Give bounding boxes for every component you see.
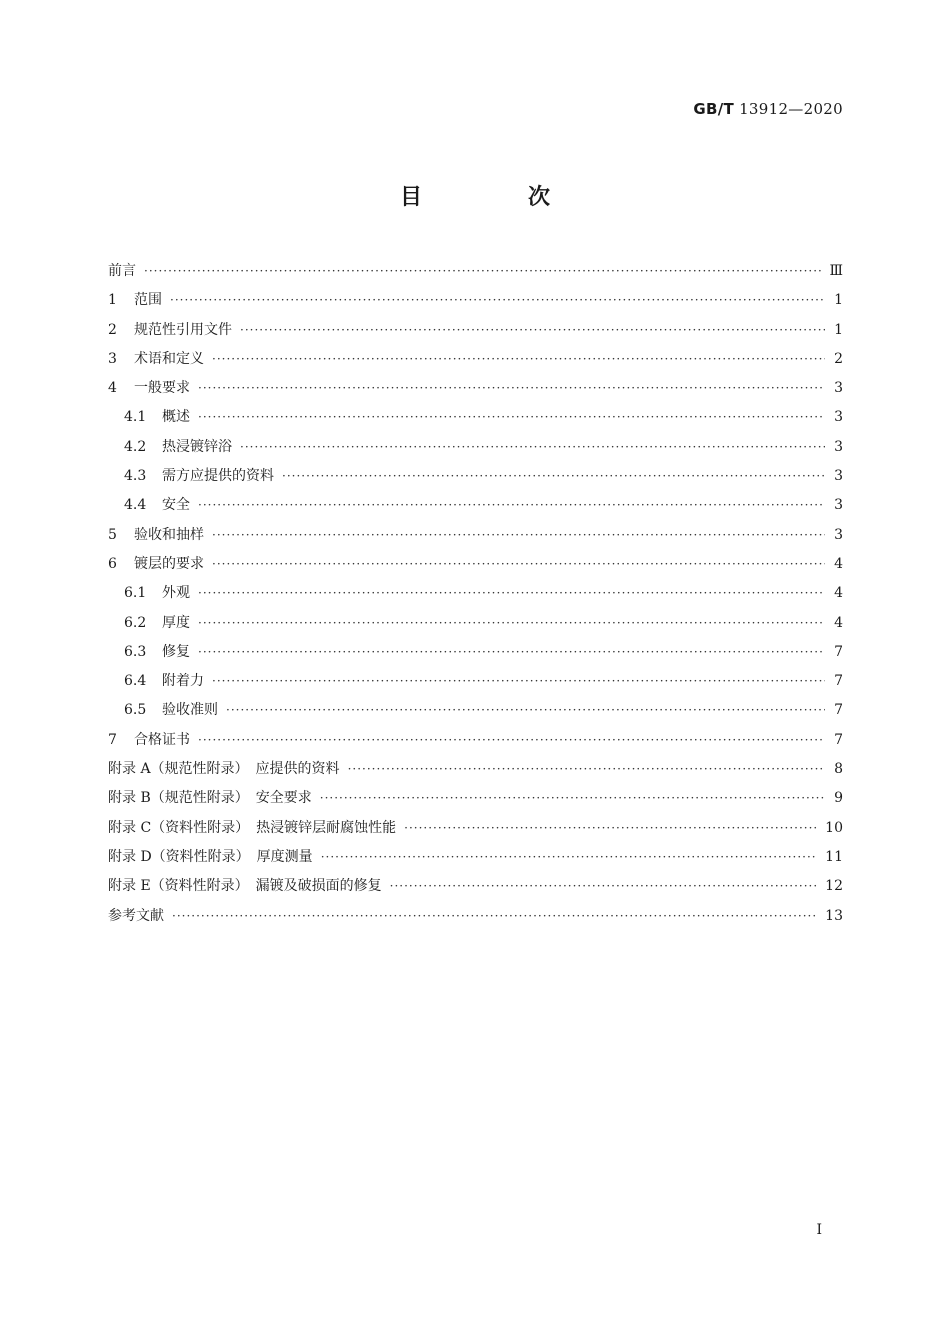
toc-entry-page: 1	[834, 321, 843, 338]
toc-entry[interactable]	[108, 433, 843, 462]
toc-entry-page: 3	[834, 438, 843, 455]
toc-leader-dots	[198, 638, 825, 667]
toc-entry-label: 外观	[162, 585, 190, 602]
standard-code	[693, 100, 843, 118]
toc-entry-label: 热浸镀锌浴	[162, 438, 232, 455]
toc-entry-page: 4	[834, 585, 843, 602]
toc-entry-label: 前言	[108, 263, 136, 279]
toc-entry-page: 7	[834, 702, 843, 719]
toc-leader-dots	[320, 784, 825, 813]
toc-leader-dots	[226, 696, 825, 725]
toc-entry-label: 附录 D（资料性附录） 厚度测量	[108, 848, 313, 865]
toc-entry-page: 7	[834, 673, 843, 690]
toc-entry-label: 镀层的要求	[134, 555, 204, 572]
toc-entry[interactable]	[108, 462, 843, 491]
toc-entry-number: 6.2	[124, 614, 147, 631]
toc-entry-number: 6.5	[124, 702, 147, 719]
toc-entry[interactable]	[108, 667, 843, 696]
toc-entry[interactable]	[108, 902, 843, 931]
toc-leader-dots	[198, 374, 825, 403]
toc-entry-page: 3	[834, 409, 843, 426]
toc-entry[interactable]	[108, 316, 843, 345]
toc-entry-page: 3	[834, 380, 843, 397]
toc-entry[interactable]	[108, 257, 843, 286]
toc-leader-dots	[240, 316, 825, 345]
toc-entry-number: 4	[108, 380, 117, 397]
toc-entry-label: 附着力	[162, 673, 204, 690]
toc-leader-dots	[321, 843, 817, 872]
toc-leader-dots	[404, 814, 817, 843]
toc-entry-page: 3	[834, 468, 843, 485]
toc-leader-dots	[282, 462, 825, 491]
toc-entry-label: 规范性引用文件	[134, 321, 232, 338]
toc-leader-dots	[348, 755, 825, 784]
toc-entry[interactable]	[108, 814, 843, 843]
toc-entry[interactable]	[108, 286, 843, 315]
toc-entry[interactable]	[108, 550, 843, 579]
toc-entry-label: 安全	[162, 497, 190, 514]
toc-entry-page: Ⅲ	[829, 263, 843, 279]
toc-entry-number: 3	[108, 350, 117, 367]
toc-leader-dots	[212, 521, 825, 550]
page-number: I	[816, 1222, 822, 1238]
toc-leader-dots	[144, 257, 821, 286]
toc-entry-label: 附录 E（资料性附录） 漏镀及破损面的修复	[108, 878, 382, 895]
toc-entry-number: 5	[108, 526, 117, 543]
toc-entry-label: 附录 A（规范性附录） 应提供的资料	[108, 761, 340, 778]
toc-entry-page: 3	[834, 497, 843, 514]
toc-leader-dots	[170, 286, 825, 315]
toc-entry-number: 4.1	[124, 409, 147, 426]
toc-entry-number: 6.4	[124, 673, 147, 690]
toc-entry[interactable]	[108, 784, 843, 813]
toc-leader-dots	[240, 433, 825, 462]
toc-entry-label: 概述	[162, 409, 190, 426]
toc-entry-label: 需方应提供的资料	[162, 468, 274, 485]
toc-entry-label: 验收和抽样	[134, 526, 204, 543]
toc-entry[interactable]	[108, 345, 843, 374]
standard-number: 13912—2020	[739, 100, 843, 118]
toc-entry-number: 6.3	[124, 643, 147, 660]
toc-entry-page: 8	[834, 761, 843, 778]
toc-leader-dots	[198, 726, 825, 755]
toc-entry-page: 7	[834, 643, 843, 660]
toc-entry-number: 4.3	[124, 468, 147, 485]
toc-entry[interactable]	[108, 872, 843, 901]
toc-entry-label: 范围	[134, 292, 162, 309]
toc-entry-page: 2	[834, 350, 843, 367]
toc-entry-page: 7	[834, 731, 843, 748]
toc-entry-number: 2	[108, 321, 117, 338]
toc-leader-dots	[212, 345, 825, 374]
toc-leader-dots	[212, 667, 825, 696]
toc-entry-page: 12	[825, 878, 843, 895]
toc-entry-page: 13	[825, 907, 843, 924]
toc-entry[interactable]	[108, 755, 843, 784]
toc-entry-label: 验收准则	[162, 702, 218, 719]
toc-entry-number: 7	[108, 731, 117, 748]
toc-entry-number: 1	[108, 292, 117, 309]
toc-entry-label: 修复	[162, 643, 190, 660]
toc-entry-page: 4	[834, 614, 843, 631]
toc-entry-label: 附录 C（资料性附录） 热浸镀锌层耐腐蚀性能	[108, 819, 397, 836]
toc-entry-number: 6.1	[124, 585, 147, 602]
toc-leader-dots	[390, 872, 818, 901]
toc-leader-dots	[198, 491, 825, 520]
toc-entry[interactable]	[108, 843, 843, 872]
standard-prefix: GB/T	[693, 100, 735, 118]
toc-entry[interactable]	[108, 579, 843, 608]
toc-entry-number: 4.4	[124, 497, 147, 514]
toc-title: 目 次	[399, 185, 592, 210]
table-of-contents	[108, 257, 843, 931]
toc-entry-label: 厚度	[162, 614, 190, 631]
toc-leader-dots	[198, 403, 825, 432]
toc-entry[interactable]	[108, 696, 843, 725]
toc-entry-page: 11	[825, 848, 843, 865]
toc-entry-page: 4	[834, 555, 843, 572]
toc-entry[interactable]	[108, 726, 843, 755]
toc-leader-dots	[198, 579, 825, 608]
toc-entry-page: 1	[834, 292, 843, 309]
toc-entry-label: 合格证书	[134, 731, 190, 748]
toc-leader-dots	[212, 550, 825, 579]
toc-entry-number: 6	[108, 555, 117, 572]
toc-entry-label: 参考文献	[108, 907, 164, 924]
toc-entry[interactable]	[108, 374, 843, 403]
toc-entry[interactable]	[108, 609, 843, 638]
toc-entry[interactable]	[108, 638, 843, 667]
toc-entry-page: 10	[825, 819, 843, 836]
toc-entry-label: 术语和定义	[134, 350, 204, 367]
toc-entry-page: 9	[834, 790, 843, 807]
toc-entry-label: 一般要求	[134, 380, 190, 397]
toc-entry[interactable]	[108, 491, 843, 520]
toc-leader-dots	[198, 609, 825, 638]
toc-entry[interactable]	[108, 403, 843, 432]
toc-entry[interactable]	[108, 521, 843, 550]
toc-entry-number: 4.2	[124, 438, 147, 455]
toc-entry-page: 3	[834, 526, 843, 543]
toc-entry-label: 附录 B（规范性附录） 安全要求	[108, 790, 312, 807]
toc-leader-dots	[172, 902, 817, 931]
